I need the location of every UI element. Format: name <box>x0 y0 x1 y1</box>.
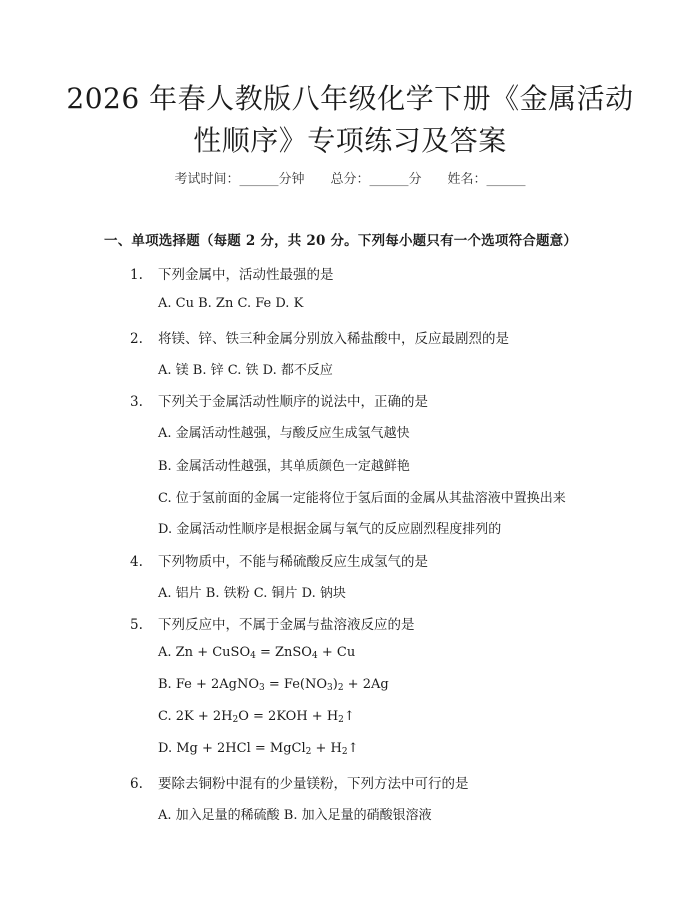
question-number: 2. <box>130 331 143 347</box>
question-number: 6. <box>130 776 143 792</box>
question-5-option-a: A. Zn + CuSO$_4$ = ZnSO$_4$ + Cu <box>158 645 356 661</box>
question-3-option-c: C. 位于氢前面的金属一定能将位于氢后面的金属从其盐溶液中置换出来 <box>158 491 566 506</box>
question-4-stem <box>130 550 428 570</box>
question-2-options: A. 镁 B. 锌 C. 铁 D. 都不反应 <box>158 363 333 378</box>
question-4-options: A. 铝片 B. 铁粉 C. 铜片 D. 钠块 <box>158 586 346 601</box>
question-3-stem <box>130 390 428 410</box>
document-title-line-1: 2026 年春人教版八年级化学下册《金属活动 <box>66 82 634 115</box>
question-number: 1. <box>130 267 143 283</box>
document-title-line-2: 性顺序》专项练习及答案 <box>193 124 507 157</box>
question-number: 5. <box>130 617 143 633</box>
question-6-stem <box>130 772 469 792</box>
question-text: 下列反应中，不属于金属与盐溶液反应的是 <box>158 617 415 633</box>
section-heading-single-choice: 一、单项选择题（每题 2 分，共 20 分。下列每小题只有一个选项符合题意） <box>104 233 578 249</box>
exam-info <box>0 168 700 187</box>
question-3-option-d: D. 金属活动性顺序是根据金属与氧气的反应剧烈程度排列的 <box>158 522 502 537</box>
question-5-option-b: B. Fe + 2AgNO$_3$ = $Fe(NO_3)_2 + 2Ag$ <box>158 677 389 693</box>
question-number: 4. <box>130 554 143 570</box>
question-6-options: A. 加入足量的稀硫酸 B. 加入足量的硝酸银溶液 <box>158 808 432 823</box>
question-1-options: A. Cu B. Zn C. Fe D. K <box>158 296 304 311</box>
student-name-field: 姓名：______ <box>447 172 526 187</box>
question-text: 下列物质中，不能与稀硫酸反应生成氢气的是 <box>158 554 428 570</box>
question-text: 要除去铜粉中混有的少量镁粉，下列方法中可行的是 <box>158 776 469 792</box>
question-5-option-d: D. Mg + 2HCl = MgCl$_2$ + $H_2↑$ <box>158 741 359 757</box>
question-1-stem <box>130 263 334 283</box>
question-text: 下列金属中，活动性最强的是 <box>158 267 334 283</box>
question-3-option-a: A. 金属活动性越强，与酸反应生成氢气越快 <box>158 426 410 441</box>
exam-time-field: 考试时间：______分钟 <box>174 172 305 187</box>
question-2-stem <box>130 327 509 347</box>
total-score-field: 总分：______分 <box>330 172 422 187</box>
question-text: 下列关于金属活动性顺序的说法中，正确的是 <box>158 394 428 410</box>
question-number: 3. <box>130 394 143 410</box>
question-text: 将镁、锌、铁三种金属分别放入稀盐酸中，反应最剧烈的是 <box>158 331 509 347</box>
question-3-option-b: B. 金属活动性越强，其单质颜色一定越鲜艳 <box>158 459 410 474</box>
question-5-option-c: C. $2K + 2H_2O = 2KOH$ + $H_2↑$ <box>158 709 355 725</box>
question-5-stem <box>130 613 415 633</box>
